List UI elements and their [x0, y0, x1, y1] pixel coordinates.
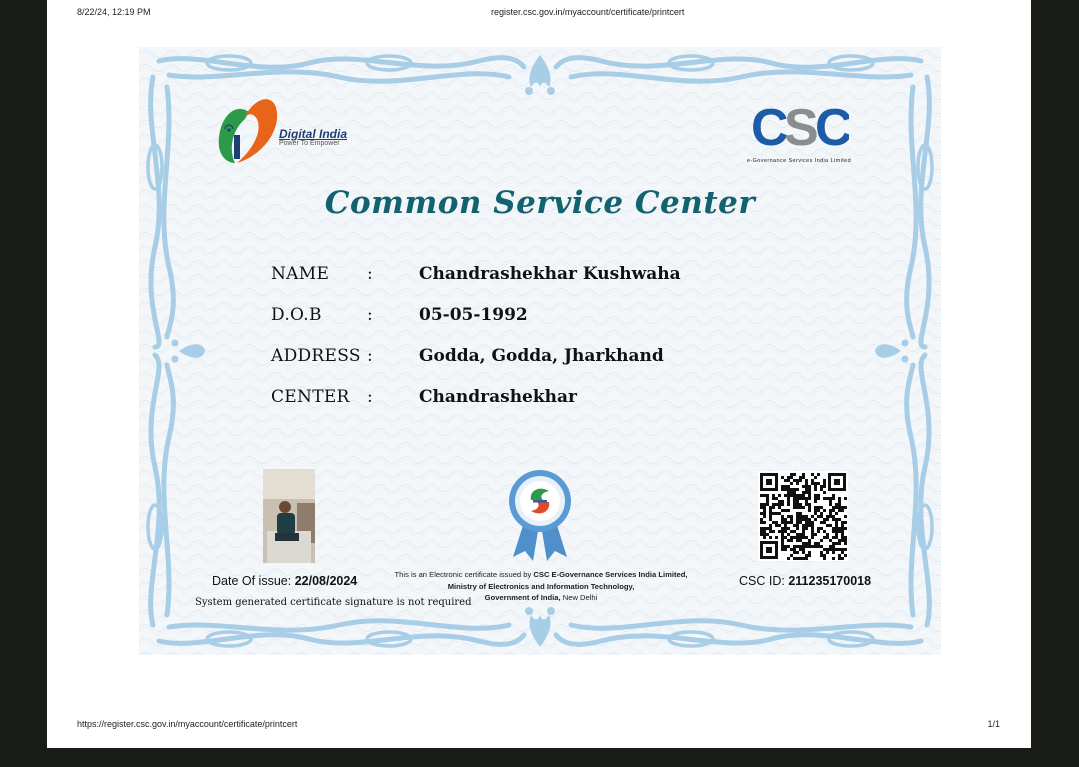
issuer-government: Government of India, — [484, 593, 561, 602]
field-separator: : — [367, 346, 373, 366]
field-label: CENTER — [271, 387, 350, 407]
page-counter: 1/1 — [987, 719, 1000, 729]
issuer-note-prefix: This is an Electronic certificate issued by — [394, 570, 532, 579]
field-label: ADDRESS — [271, 346, 361, 366]
issuer-city: New Delhi — [562, 593, 598, 602]
csc-id-value: 211235170018 — [788, 574, 872, 588]
date-of-issue-label: Date Of issue: — [212, 574, 292, 588]
certificate — [139, 47, 941, 655]
digital-india-title: Digital India — [279, 127, 348, 141]
print-page — [47, 0, 1031, 748]
svg-text:C: C — [815, 101, 849, 151]
issuer-company: CSC E-Governance Services India Limited, — [533, 570, 688, 579]
applicant-photo — [263, 469, 315, 563]
field-value-name: Chandrashekhar Kushwaha — [419, 264, 681, 284]
date-of-issue — [212, 574, 357, 588]
issuer-note — [375, 569, 707, 604]
csc-letters — [749, 101, 849, 151]
svg-text:S: S — [784, 101, 819, 151]
award-badge-icon — [505, 469, 575, 561]
field-label: D.O.B — [271, 305, 322, 325]
field-value-center: Chandrashekhar — [419, 387, 577, 407]
certificate-title: Common Service Center — [324, 185, 756, 221]
csc-id-label: CSC ID: — [739, 574, 785, 588]
csc-logo — [719, 101, 879, 164]
signature-note: System generated certificate signature is not required — [195, 597, 472, 608]
print-header-url: register.csc.gov.in/myaccount/certificate/printcert — [491, 7, 685, 17]
qr-code — [758, 471, 848, 561]
field-separator: : — [367, 264, 373, 284]
field-separator: : — [367, 387, 373, 407]
digital-india-tagline: Power To Empower — [279, 140, 340, 147]
field-separator: : — [367, 305, 373, 325]
field-value-dob: 05-05-1992 — [419, 305, 528, 325]
issuer-ministry: Ministry of Electronics and Information Technology, — [447, 581, 635, 591]
svg-text:C: C — [751, 101, 789, 151]
date-of-issue-value: 22/08/2024 — [294, 574, 358, 588]
csc-subtitle: e-Governance Services India Limited — [746, 158, 852, 164]
print-timestamp: 8/22/24, 12:19 PM — [77, 7, 151, 17]
csc-id — [739, 574, 871, 588]
digital-india-text — [279, 127, 347, 147]
print-footer-url: https://register.csc.gov.in/myaccount/certificate/printcert — [77, 719, 298, 729]
field-label: NAME — [271, 264, 330, 284]
field-value-address: Godda, Godda, Jharkhand — [419, 346, 664, 366]
